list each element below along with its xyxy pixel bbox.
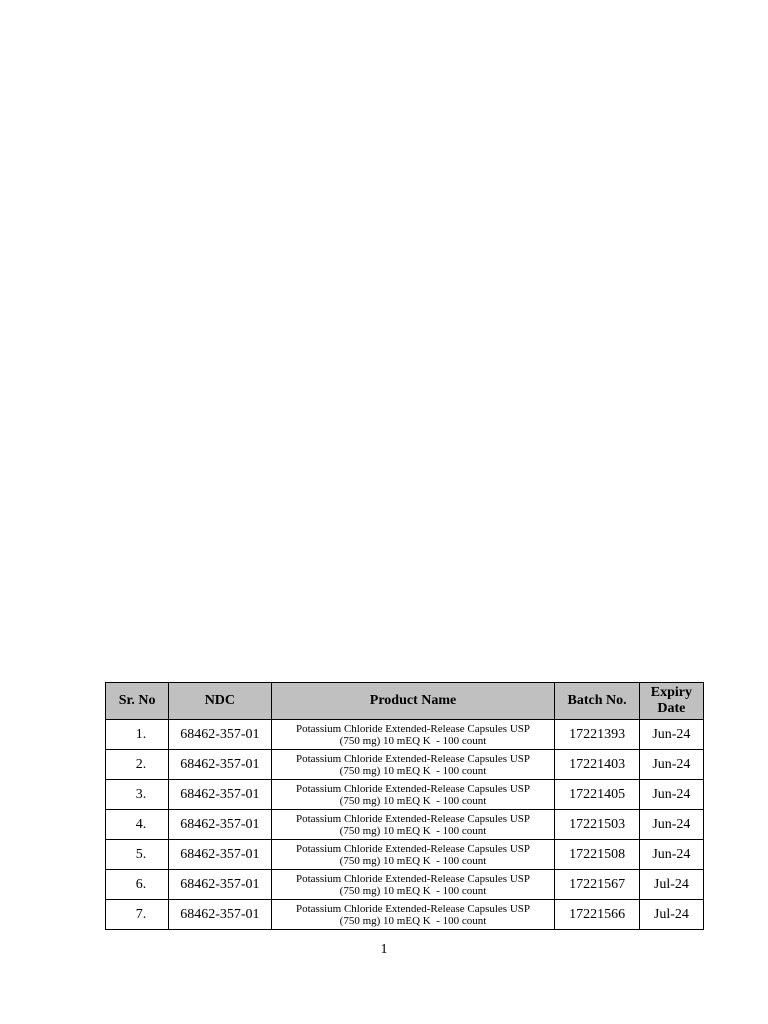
cell-sr-no: 4.	[106, 810, 169, 840]
recall-table	[105, 682, 704, 930]
cell-expiry-date: Jun-24	[639, 810, 703, 840]
cell-ndc: 68462-357-01	[169, 750, 271, 780]
cell-product-name	[271, 780, 555, 810]
header-batch-no: Batch No.	[555, 683, 639, 720]
cell-ndc: 68462-357-01	[169, 900, 271, 930]
product-line1: Potassium Chloride Extended-Release Capsules USP	[295, 902, 531, 915]
cell-product-name	[271, 750, 555, 780]
cell-ndc: 68462-357-01	[169, 780, 271, 810]
table-row	[106, 900, 704, 930]
cell-batch-no: 17221566	[555, 900, 639, 930]
product-line2: (750 mg) 10 mEQ K - 100 count	[339, 734, 487, 747]
product-line2: (750 mg) 10 mEQ K - 100 count	[339, 854, 487, 867]
table-row	[106, 720, 704, 750]
cell-ndc: 68462-357-01	[169, 870, 271, 900]
cell-batch-no: 17221567	[555, 870, 639, 900]
cell-sr-no: 7.	[106, 900, 169, 930]
product-line1: Potassium Chloride Extended-Release Capsules USP	[295, 812, 531, 825]
product-line2: (750 mg) 10 mEQ K - 100 count	[339, 794, 487, 807]
table-row	[106, 870, 704, 900]
cell-product-name	[271, 720, 555, 750]
product-line1: Potassium Chloride Extended-Release Capsules USP	[295, 872, 531, 885]
product-line2: (750 mg) 10 mEQ K - 100 count	[339, 914, 487, 927]
cell-expiry-date: Jun-24	[639, 750, 703, 780]
header-ndc: NDC	[169, 683, 271, 720]
product-line1: Potassium Chloride Extended-Release Capsules USP	[295, 752, 531, 765]
header-expiry-date	[639, 683, 703, 720]
product-line1: Potassium Chloride Extended-Release Capsules USP	[295, 722, 531, 735]
cell-batch-no: 17221403	[555, 750, 639, 780]
cell-product-name	[271, 810, 555, 840]
product-line1: Potassium Chloride Extended-Release Capsules USP	[295, 842, 531, 855]
cell-ndc: 68462-357-01	[169, 720, 271, 750]
cell-batch-no: 17221405	[555, 780, 639, 810]
cell-sr-no: 3.	[106, 780, 169, 810]
cell-sr-no: 5.	[106, 840, 169, 870]
page-number: 1	[380, 942, 388, 957]
cell-product-name	[271, 900, 555, 930]
cell-product-name	[271, 840, 555, 870]
cell-ndc: 68462-357-01	[169, 810, 271, 840]
cell-ndc: 68462-357-01	[169, 840, 271, 870]
product-line2: (750 mg) 10 mEQ K - 100 count	[339, 824, 487, 837]
header-product-name: Product Name	[271, 683, 555, 720]
cell-expiry-date: Jun-24	[639, 720, 703, 750]
cell-product-name	[271, 870, 555, 900]
cell-expiry-date: Jun-24	[639, 780, 703, 810]
product-line2: (750 mg) 10 mEQ K - 100 count	[339, 884, 487, 897]
cell-expiry-date: Jun-24	[639, 840, 703, 870]
header-expiry-line2: Date	[657, 701, 686, 716]
cell-batch-no: 17221503	[555, 810, 639, 840]
product-line2: (750 mg) 10 mEQ K - 100 count	[339, 764, 487, 777]
header-sr-no: Sr. No	[106, 683, 169, 720]
cell-sr-no: 1.	[106, 720, 169, 750]
cell-sr-no: 6.	[106, 870, 169, 900]
cell-expiry-date: Jul-24	[639, 870, 703, 900]
table-row	[106, 810, 704, 840]
cell-sr-no: 2.	[106, 750, 169, 780]
cell-batch-no: 17221508	[555, 840, 639, 870]
table-row	[106, 780, 704, 810]
table-header-row	[106, 683, 704, 720]
header-expiry-line1: Expiry	[650, 685, 692, 700]
cell-expiry-date: Jul-24	[639, 900, 703, 930]
table-row	[106, 750, 704, 780]
table-row	[106, 840, 704, 870]
product-line1: Potassium Chloride Extended-Release Capsules USP	[295, 782, 531, 795]
cell-batch-no: 17221393	[555, 720, 639, 750]
